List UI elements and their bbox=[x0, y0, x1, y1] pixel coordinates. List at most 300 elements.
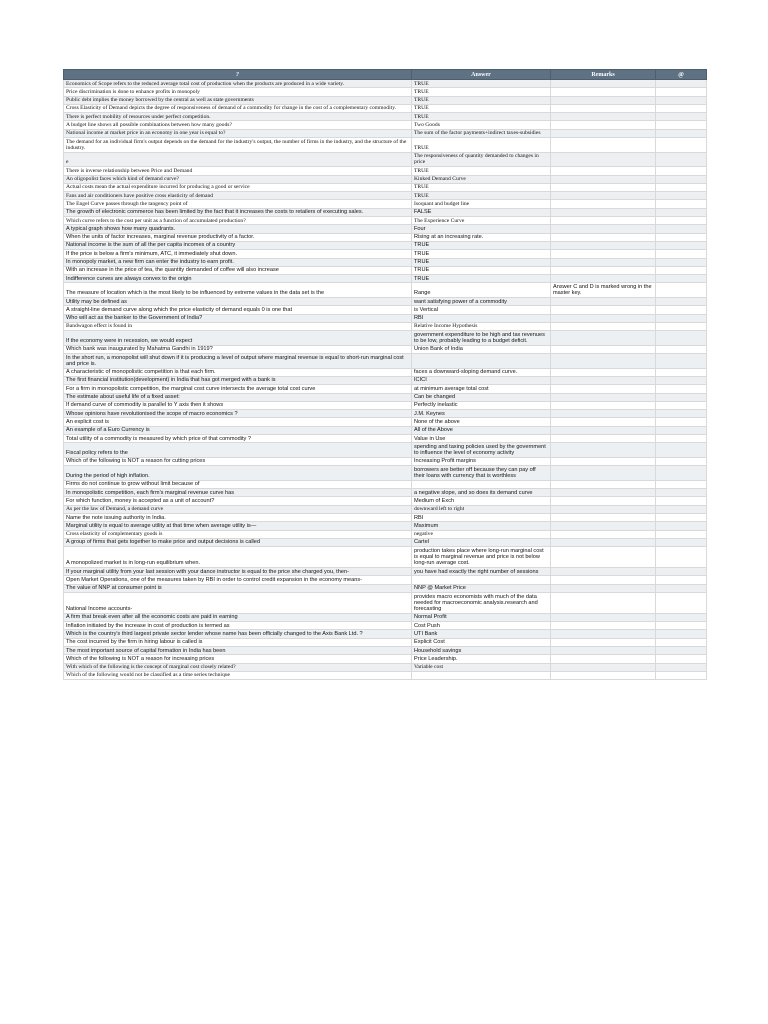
remarks-cell[interactable] bbox=[551, 217, 656, 225]
table-row bbox=[64, 183, 707, 191]
answer-cell[interactable]: Four bbox=[412, 225, 551, 233]
answer-cell[interactable]: government expenditure to be high and tax revenues to be low, probably leading to a budget deficit. bbox=[412, 331, 551, 346]
remarks-cell[interactable] bbox=[551, 250, 656, 258]
answer-cell[interactable]: production takes place where long-run marginal cost is equal to marginal revenue and price is not below long-run average cost. bbox=[412, 547, 551, 568]
remarks-cell[interactable] bbox=[551, 410, 656, 418]
question-cell[interactable]: Total utility of a commodity is measured by which price of that commodity ? bbox=[64, 435, 412, 443]
answer-cell[interactable]: TRUE bbox=[412, 96, 551, 104]
remarks-cell[interactable] bbox=[551, 192, 656, 200]
answer-cell[interactable]: Medium of Exch bbox=[412, 497, 551, 505]
question-cell[interactable]: If the price is below a firm's minimum, ATC, it immediately shut down. bbox=[64, 250, 412, 258]
at-cell[interactable] bbox=[656, 385, 707, 393]
table-row bbox=[64, 568, 707, 576]
question-cell[interactable]: If demand curve of commodity is parallel to Y axis then it shows bbox=[64, 401, 412, 409]
at-cell[interactable] bbox=[656, 547, 707, 568]
at-cell[interactable] bbox=[656, 647, 707, 655]
table-row bbox=[64, 418, 707, 426]
table-row bbox=[64, 584, 707, 592]
table-row bbox=[64, 655, 707, 663]
answer-cell[interactable]: provides macro economists with much of the data needed for macroeconomic analysis.research and forecasting bbox=[412, 593, 551, 614]
answer-cell[interactable]: Range bbox=[412, 283, 551, 298]
header-remarks[interactable]: Remarks bbox=[551, 70, 656, 80]
question-cell[interactable]: With which of the following is the concept of marginal cost closely related? bbox=[64, 663, 412, 671]
question-cell[interactable]: Which of the following is NOT a reason for cutting prices bbox=[64, 457, 412, 465]
remarks-cell[interactable] bbox=[551, 88, 656, 96]
table-row bbox=[64, 466, 707, 481]
question-cell[interactable]: Firms do not continue to grow without limit because of bbox=[64, 480, 412, 488]
question-cell[interactable]: Cross Elasticity of Demand depicts the degree of responsiveness of demand of a commodity for change in the cost of a complementary commodity. bbox=[64, 104, 412, 112]
remarks-cell[interactable] bbox=[551, 671, 656, 679]
table-row bbox=[64, 266, 707, 274]
answer-cell[interactable]: TRUE bbox=[412, 167, 551, 175]
answer-cell[interactable]: Cartel bbox=[412, 538, 551, 546]
remarks-cell[interactable] bbox=[551, 505, 656, 513]
answer-cell[interactable] bbox=[412, 671, 551, 679]
question-cell[interactable]: Fans and air conditioners have positive cross elasticity of demand bbox=[64, 192, 412, 200]
at-cell[interactable] bbox=[656, 568, 707, 576]
remarks-cell[interactable] bbox=[551, 613, 656, 621]
question-cell[interactable]: National income is the sum of all the per capita incomes of a country bbox=[64, 241, 412, 249]
answer-cell[interactable]: Kinked Demand Curve bbox=[412, 175, 551, 183]
question-cell[interactable]: As per the law of Demand, a demand curve bbox=[64, 505, 412, 513]
at-cell[interactable] bbox=[656, 208, 707, 216]
remarks-cell[interactable] bbox=[551, 208, 656, 216]
at-cell[interactable] bbox=[656, 322, 707, 330]
answer-cell[interactable]: you have had exactly the right number of sessions bbox=[412, 568, 551, 576]
question-cell[interactable]: In monopolistic competition, each firm's marginal revenue curve has bbox=[64, 489, 412, 497]
remarks-cell[interactable] bbox=[551, 385, 656, 393]
answer-cell[interactable]: FALSE bbox=[412, 208, 551, 216]
at-cell[interactable] bbox=[656, 80, 707, 88]
question-cell[interactable]: The growth of electronic commerce has been limited by the fact that it increases the costs to retailers of executing sales. bbox=[64, 208, 412, 216]
at-cell[interactable] bbox=[656, 584, 707, 592]
spreadsheet bbox=[63, 69, 706, 680]
table-row bbox=[64, 489, 707, 497]
table-row bbox=[64, 426, 707, 434]
answer-cell[interactable]: want satisfying power of a commodity bbox=[412, 298, 551, 306]
question-cell[interactable]: Whose opinions have revolutionised the scope of macro economics ? bbox=[64, 410, 412, 418]
answer-cell[interactable]: TRUE bbox=[412, 88, 551, 96]
question-cell[interactable]: A group of firms that gets together to make price and output decisions is called bbox=[64, 538, 412, 546]
at-cell[interactable] bbox=[656, 418, 707, 426]
answer-cell[interactable]: The Experience Curve bbox=[412, 217, 551, 225]
answer-cell[interactable]: Household savings bbox=[412, 647, 551, 655]
at-cell[interactable] bbox=[656, 393, 707, 401]
table-row bbox=[64, 104, 707, 112]
question-cell[interactable]: Utility may be defined as bbox=[64, 298, 412, 306]
question-cell[interactable]: During the period of high inflation. bbox=[64, 466, 412, 481]
remarks-cell[interactable] bbox=[551, 175, 656, 183]
question-cell[interactable]: An oligopolist faces which kind of demand curve? bbox=[64, 175, 412, 183]
question-cell[interactable]: In the short run, a monopolist will shut down if it is producing a level of output where marginal revenue is equal to short-run marginal cost and price is. bbox=[64, 354, 412, 369]
answer-cell[interactable]: TRUE bbox=[412, 138, 551, 153]
question-cell[interactable]: A characteristic of monopolistic competition is that each firm. bbox=[64, 368, 412, 376]
answer-cell[interactable]: The responsiveness of quantity demanded to changes in price bbox=[412, 152, 551, 167]
remarks-cell[interactable] bbox=[551, 80, 656, 88]
remarks-cell[interactable] bbox=[551, 630, 656, 638]
answer-cell[interactable]: downward left to right bbox=[412, 505, 551, 513]
remarks-cell[interactable] bbox=[551, 443, 656, 458]
remarks-cell[interactable] bbox=[551, 322, 656, 330]
question-cell[interactable]: With an increase in the price of tea, the quantity demanded of coffee will also increase bbox=[64, 266, 412, 274]
answer-cell[interactable]: at minimum average total cost bbox=[412, 385, 551, 393]
question-cell[interactable]: The Engel Curve passes through the tangency point of bbox=[64, 200, 412, 208]
remarks-cell[interactable] bbox=[551, 647, 656, 655]
question-cell[interactable]: An explicit cost is bbox=[64, 418, 412, 426]
question-cell[interactable]: e bbox=[64, 152, 412, 167]
at-cell[interactable] bbox=[656, 368, 707, 376]
at-cell[interactable] bbox=[656, 497, 707, 505]
answer-cell[interactable]: borrowers are better off because they can pay off their loans with currency that is worthless bbox=[412, 466, 551, 481]
at-cell[interactable] bbox=[656, 233, 707, 241]
at-cell[interactable] bbox=[656, 514, 707, 522]
question-cell[interactable]: Who will act as the banker to the Government of India? bbox=[64, 314, 412, 322]
at-cell[interactable] bbox=[656, 331, 707, 346]
remarks-cell[interactable] bbox=[551, 435, 656, 443]
question-cell[interactable]: The most important source of capital formation in India has been bbox=[64, 647, 412, 655]
question-cell[interactable]: A straight-line demand curve along which the price elasticity of demand equals 0 is one that bbox=[64, 306, 412, 314]
at-cell[interactable] bbox=[656, 435, 707, 443]
question-cell[interactable]: The first financial institution(development) in India that has got merged with a bank is bbox=[64, 376, 412, 384]
remarks-cell[interactable] bbox=[551, 638, 656, 646]
at-cell[interactable] bbox=[656, 663, 707, 671]
remarks-cell[interactable] bbox=[551, 584, 656, 592]
remarks-cell[interactable] bbox=[551, 622, 656, 630]
question-cell[interactable]: The cost incurred by the firm in hiring labour is called is bbox=[64, 638, 412, 646]
remarks-cell[interactable] bbox=[551, 489, 656, 497]
table-row bbox=[64, 630, 707, 638]
table-row bbox=[64, 514, 707, 522]
at-cell[interactable] bbox=[656, 530, 707, 538]
answer-cell[interactable]: Cost Push bbox=[412, 622, 551, 630]
answer-cell[interactable]: Maximum bbox=[412, 522, 551, 530]
at-cell[interactable] bbox=[656, 217, 707, 225]
question-cell[interactable]: For which function, money is accepted as a unit of account? bbox=[64, 497, 412, 505]
table-row bbox=[64, 241, 707, 249]
table-row bbox=[64, 121, 707, 129]
at-cell[interactable] bbox=[656, 266, 707, 274]
remarks-cell[interactable] bbox=[551, 547, 656, 568]
remarks-cell[interactable] bbox=[551, 200, 656, 208]
at-cell[interactable] bbox=[656, 113, 707, 121]
answer-cell[interactable]: TRUE bbox=[412, 113, 551, 121]
question-cell[interactable]: Open Market Operations, one of the measures taken by RBI in order to control credit expansion in the economy means- bbox=[64, 576, 412, 584]
answer-cell[interactable]: Relative Income Hypothesis bbox=[412, 322, 551, 330]
at-cell[interactable] bbox=[656, 152, 707, 167]
question-cell[interactable]: If the economy were in recession, we would expect bbox=[64, 331, 412, 346]
answer-cell[interactable]: TRUE bbox=[412, 266, 551, 274]
question-cell[interactable]: Bandwagon effect is found in bbox=[64, 322, 412, 330]
answer-cell[interactable]: RBI bbox=[412, 514, 551, 522]
remarks-cell[interactable] bbox=[551, 418, 656, 426]
remarks-cell[interactable] bbox=[551, 497, 656, 505]
remarks-cell[interactable] bbox=[551, 568, 656, 576]
answer-cell[interactable]: UTI Bank bbox=[412, 630, 551, 638]
question-cell[interactable]: If your marginal utility from your last session with your dance instructor is equal to the price she charged you, then- bbox=[64, 568, 412, 576]
question-cell[interactable]: A monopolized market is in long-run equilibrium when. bbox=[64, 547, 412, 568]
at-cell[interactable] bbox=[656, 401, 707, 409]
table-row bbox=[64, 547, 707, 568]
at-cell[interactable] bbox=[656, 96, 707, 104]
table-row bbox=[64, 385, 707, 393]
answer-cell[interactable]: Two Goods bbox=[412, 121, 551, 129]
remarks-cell[interactable] bbox=[551, 104, 656, 112]
answer-cell[interactable]: TRUE bbox=[412, 104, 551, 112]
question-cell[interactable]: The estimate about useful life of a fixed asset: bbox=[64, 393, 412, 401]
table-row bbox=[64, 393, 707, 401]
at-cell[interactable] bbox=[656, 167, 707, 175]
answer-cell[interactable]: Variable cost bbox=[412, 663, 551, 671]
remarks-cell[interactable] bbox=[551, 233, 656, 241]
at-cell[interactable] bbox=[656, 426, 707, 434]
question-cell[interactable]: In monopoly market, a new firm can enter the industry to earn profit. bbox=[64, 258, 412, 266]
question-cell[interactable]: Economics of Scope refers to the reduced average total cost of production when the products are produced in a wide variety. bbox=[64, 80, 412, 88]
remarks-cell[interactable] bbox=[551, 331, 656, 346]
at-cell[interactable] bbox=[656, 466, 707, 481]
remarks-cell[interactable] bbox=[551, 183, 656, 191]
at-cell[interactable] bbox=[656, 345, 707, 353]
at-cell[interactable] bbox=[656, 183, 707, 191]
question-cell[interactable]: Which of the following would not be classified as a time series technique bbox=[64, 671, 412, 679]
question-cell[interactable]: Inflation initiated by the increase in cost of production is termed as bbox=[64, 622, 412, 630]
question-cell[interactable]: Which of the following is NOT a reason for increasing prices bbox=[64, 655, 412, 663]
answer-cell[interactable]: Price Leadership. bbox=[412, 655, 551, 663]
remarks-cell[interactable] bbox=[551, 306, 656, 314]
answer-cell[interactable]: a negative slope, and so does its demand curve bbox=[412, 489, 551, 497]
answer-cell[interactable]: ICICI bbox=[412, 376, 551, 384]
remarks-cell[interactable] bbox=[551, 258, 656, 266]
question-cell[interactable]: National income at market price in an economy in one year is equal to? bbox=[64, 129, 412, 137]
at-cell[interactable] bbox=[656, 298, 707, 306]
remarks-cell[interactable] bbox=[551, 401, 656, 409]
answer-cell[interactable]: None of the above bbox=[412, 418, 551, 426]
answer-cell[interactable]: Value in Use bbox=[412, 435, 551, 443]
answer-cell[interactable] bbox=[412, 354, 551, 369]
answer-cell[interactable]: Can be changed bbox=[412, 393, 551, 401]
table-row bbox=[64, 208, 707, 216]
question-cell[interactable]: The demand for an individual firm's output depends on the demand for the industry's output, the number of firms in the industry, and the structure of the industry. bbox=[64, 138, 412, 153]
remarks-cell[interactable] bbox=[551, 426, 656, 434]
question-cell[interactable]: When the units of factor increases, marginal revenue productivity of a factor. bbox=[64, 233, 412, 241]
remarks-cell[interactable] bbox=[551, 466, 656, 481]
question-cell[interactable]: A typical graph shows how many quadrants. bbox=[64, 225, 412, 233]
at-cell[interactable] bbox=[656, 138, 707, 153]
question-cell[interactable]: A budget line shows all possible combinations between how many goods? bbox=[64, 121, 412, 129]
question-cell[interactable]: Name the note issuing authority in India. bbox=[64, 514, 412, 522]
question-cell[interactable]: Which curve refers to the cost per unit as a function of accumulated production? bbox=[64, 217, 412, 225]
at-cell[interactable] bbox=[656, 200, 707, 208]
remarks-cell[interactable] bbox=[551, 152, 656, 167]
table-row bbox=[64, 138, 707, 153]
answer-cell[interactable]: Increasing Profit margins bbox=[412, 457, 551, 465]
question-cell[interactable]: The measure of location which is the most likely to be influenced by extreme values in the data set is the bbox=[64, 283, 412, 298]
remarks-cell[interactable] bbox=[551, 376, 656, 384]
answer-cell[interactable]: TRUE bbox=[412, 275, 551, 283]
question-cell[interactable]: A firm that break even after all the economic costs are paid in earning bbox=[64, 613, 412, 621]
remarks-cell[interactable] bbox=[551, 96, 656, 104]
table-row bbox=[64, 505, 707, 513]
answer-cell[interactable]: TRUE bbox=[412, 258, 551, 266]
question-cell[interactable]: Actual costs mean the actual expenditure incurred for producing a good or service bbox=[64, 183, 412, 191]
at-cell[interactable] bbox=[656, 258, 707, 266]
at-cell[interactable] bbox=[656, 306, 707, 314]
remarks-cell[interactable] bbox=[551, 121, 656, 129]
remarks-cell[interactable] bbox=[551, 225, 656, 233]
at-cell[interactable] bbox=[656, 489, 707, 497]
remarks-cell[interactable]: Answer C and D is marked wrong in the master key. bbox=[551, 283, 656, 298]
at-cell[interactable] bbox=[656, 354, 707, 369]
at-cell[interactable] bbox=[656, 314, 707, 322]
answer-cell[interactable]: Explicit Cost bbox=[412, 638, 551, 646]
table-row bbox=[64, 175, 707, 183]
table-row bbox=[64, 410, 707, 418]
answer-cell[interactable]: TRUE bbox=[412, 183, 551, 191]
table-row bbox=[64, 275, 707, 283]
at-cell[interactable] bbox=[656, 576, 707, 584]
answer-cell[interactable]: faces a downward-sloping demand curve. bbox=[412, 368, 551, 376]
remarks-cell[interactable] bbox=[551, 538, 656, 546]
remarks-cell[interactable] bbox=[551, 593, 656, 614]
table-row bbox=[64, 217, 707, 225]
remarks-cell[interactable] bbox=[551, 113, 656, 121]
remarks-cell[interactable] bbox=[551, 576, 656, 584]
table-row bbox=[64, 576, 707, 584]
remarks-cell[interactable] bbox=[551, 167, 656, 175]
at-cell[interactable] bbox=[656, 192, 707, 200]
at-cell[interactable] bbox=[656, 129, 707, 137]
answer-cell[interactable]: Rising at an increasing rate. bbox=[412, 233, 551, 241]
remarks-cell[interactable] bbox=[551, 663, 656, 671]
answer-cell[interactable]: spending and taxing policies used by the government to influence the level of economy activity bbox=[412, 443, 551, 458]
remarks-cell[interactable] bbox=[551, 480, 656, 488]
answer-cell[interactable]: NNP @ Market Price bbox=[412, 584, 551, 592]
at-cell[interactable] bbox=[656, 121, 707, 129]
at-cell[interactable] bbox=[656, 376, 707, 384]
at-cell[interactable] bbox=[656, 443, 707, 458]
at-cell[interactable] bbox=[656, 241, 707, 249]
remarks-cell[interactable] bbox=[551, 275, 656, 283]
remarks-cell[interactable] bbox=[551, 298, 656, 306]
at-cell[interactable] bbox=[656, 538, 707, 546]
at-cell[interactable] bbox=[656, 480, 707, 488]
remarks-cell[interactable] bbox=[551, 314, 656, 322]
header-at[interactable]: @ bbox=[656, 70, 707, 80]
at-cell[interactable] bbox=[656, 671, 707, 679]
remarks-cell[interactable] bbox=[551, 393, 656, 401]
table-row bbox=[64, 152, 707, 167]
question-cell[interactable]: Marginal utility is equal to average utility at that time when average utility is— bbox=[64, 522, 412, 530]
answer-cell[interactable]: Union Bank of India bbox=[412, 345, 551, 353]
question-cell[interactable]: There is inverse relationship between Price and Demand bbox=[64, 167, 412, 175]
question-cell[interactable]: An example of a Euro Currency is bbox=[64, 426, 412, 434]
question-cell[interactable]: Indifference curves are always convex to the origin bbox=[64, 275, 412, 283]
question-cell[interactable]: National Income accounts- bbox=[64, 593, 412, 614]
question-cell[interactable]: Public debt implies the money borrowed by the central as well as state governments bbox=[64, 96, 412, 104]
table-row bbox=[64, 376, 707, 384]
table-row bbox=[64, 457, 707, 465]
at-cell[interactable] bbox=[656, 457, 707, 465]
at-cell[interactable] bbox=[656, 655, 707, 663]
question-cell[interactable]: Fiscal policy refers to the bbox=[64, 443, 412, 458]
answer-cell[interactable]: Isoquant and budget line bbox=[412, 200, 551, 208]
at-cell[interactable] bbox=[656, 410, 707, 418]
table-row bbox=[64, 663, 707, 671]
at-cell[interactable] bbox=[656, 283, 707, 298]
question-cell[interactable]: Which bank was inaugurated by Mahatma Gandhi in 1919? bbox=[64, 345, 412, 353]
answer-cell[interactable]: Perfectly inelastic bbox=[412, 401, 551, 409]
question-cell[interactable]: There is perfect mobility of resources under perfect competition. bbox=[64, 113, 412, 121]
remarks-cell[interactable] bbox=[551, 514, 656, 522]
at-cell[interactable] bbox=[656, 104, 707, 112]
answer-cell[interactable]: Normal Profit bbox=[412, 613, 551, 621]
at-cell[interactable] bbox=[656, 225, 707, 233]
at-cell[interactable] bbox=[656, 250, 707, 258]
at-cell[interactable] bbox=[656, 175, 707, 183]
table-row bbox=[64, 233, 707, 241]
answer-cell[interactable]: TRUE bbox=[412, 250, 551, 258]
remarks-cell[interactable] bbox=[551, 345, 656, 353]
answer-cell[interactable] bbox=[412, 576, 551, 584]
remarks-cell[interactable] bbox=[551, 241, 656, 249]
remarks-cell[interactable] bbox=[551, 655, 656, 663]
remarks-cell[interactable] bbox=[551, 457, 656, 465]
table-row bbox=[64, 354, 707, 369]
table-row bbox=[64, 443, 707, 458]
at-cell[interactable] bbox=[656, 622, 707, 630]
header-row bbox=[64, 70, 707, 80]
question-cell[interactable]: Which is the country's third largest private sector lender whose name has been officially changed to the Axis Bank Ltd. ? bbox=[64, 630, 412, 638]
table-row bbox=[64, 258, 707, 266]
answer-cell[interactable] bbox=[412, 480, 551, 488]
answer-cell[interactable]: negative bbox=[412, 530, 551, 538]
header-answer[interactable]: Answer bbox=[412, 70, 551, 80]
answer-cell[interactable]: RBI bbox=[412, 314, 551, 322]
remarks-cell[interactable] bbox=[551, 266, 656, 274]
remarks-cell[interactable] bbox=[551, 522, 656, 530]
table-row bbox=[64, 192, 707, 200]
remarks-cell[interactable] bbox=[551, 354, 656, 369]
table-row bbox=[64, 283, 707, 298]
table-row bbox=[64, 96, 707, 104]
answer-cell[interactable]: TRUE bbox=[412, 192, 551, 200]
question-cell[interactable]: Cross elasticity of complementary goods is bbox=[64, 530, 412, 538]
at-cell[interactable] bbox=[656, 505, 707, 513]
answer-cell[interactable]: TRUE bbox=[412, 80, 551, 88]
remarks-cell[interactable] bbox=[551, 138, 656, 153]
at-cell[interactable] bbox=[656, 593, 707, 614]
answer-cell[interactable]: TRUE bbox=[412, 241, 551, 249]
answer-cell[interactable]: J.M. Keynes bbox=[412, 410, 551, 418]
at-cell[interactable] bbox=[656, 275, 707, 283]
question-cell[interactable]: Price discrimination is done to enhance profits in monopoly bbox=[64, 88, 412, 96]
answer-cell[interactable]: All of the Above bbox=[412, 426, 551, 434]
table-row bbox=[64, 622, 707, 630]
at-cell[interactable] bbox=[656, 613, 707, 621]
remarks-cell[interactable] bbox=[551, 530, 656, 538]
remarks-cell[interactable] bbox=[551, 129, 656, 137]
at-cell[interactable] bbox=[656, 630, 707, 638]
qa-table bbox=[63, 69, 707, 680]
at-cell[interactable] bbox=[656, 522, 707, 530]
header-question[interactable]: ? bbox=[64, 70, 412, 80]
answer-cell[interactable]: The sum of the factor payments+indirect taxes-subsidies bbox=[412, 129, 551, 137]
question-cell[interactable]: The value of NNP at consumer point is bbox=[64, 584, 412, 592]
at-cell[interactable] bbox=[656, 638, 707, 646]
question-cell[interactable]: For a firm in monopolistic competition, the marginal cost curve intersects the average total cost curve bbox=[64, 385, 412, 393]
remarks-cell[interactable] bbox=[551, 368, 656, 376]
answer-cell[interactable]: is Vertical bbox=[412, 306, 551, 314]
at-cell[interactable] bbox=[656, 88, 707, 96]
